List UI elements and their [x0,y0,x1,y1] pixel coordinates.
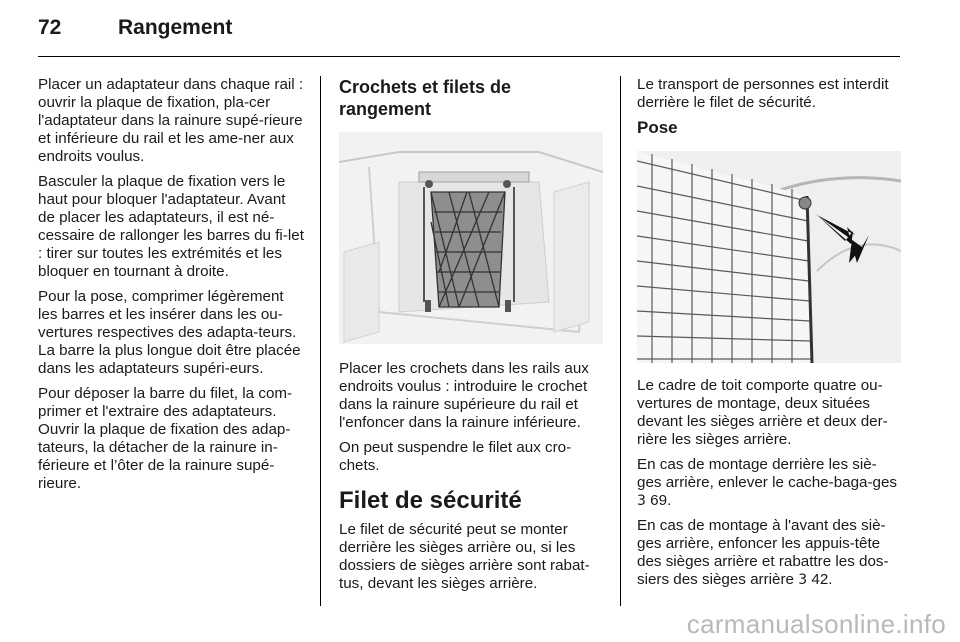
paragraph [637,456,901,510]
column-divider-2 [620,76,621,606]
section-title: Filet de sécurité [339,487,522,514]
section-heading: Crochets et filets de rangement [339,77,512,119]
paragraph: Le transport de personnes est interdit derrière le filet de sécurité. [637,76,889,111]
paragraph-text: En cas de montage derrière les siè-ges arrière, enlever le cache-baga-ges [637,456,898,491]
subheading: Pose [637,118,678,137]
page-reference-icon: 3 [798,572,808,588]
page-header [38,16,232,50]
header-divider [38,56,900,57]
column-2 [339,76,603,600]
paragraph: On peut suspendre le filet aux cro-chets. [339,439,572,474]
column-divider-1 [320,76,321,606]
paragraph: Pour la pose, comprimer légèrement les barres et les insérer dans les ou-vertures respectives des adapta-teurs. La barre la plus longue doit être placée dans les adaptateurs supéri-eurs. [38,288,301,377]
paragraph [637,517,901,589]
paragraph: Basculer la plaque de fixation vers le haut pour bloquer l'adaptateur. Avant de placer les adaptateurs, il est né-cessaire de rallonger les barres du fi-let : tirer sur toutes les extrémités et les bloquer en tournant à droite. [38,173,304,280]
page-reference[interactable]: 69. [650,492,672,509]
paragraph: Le filet de sécurité peut se monter derrière les sièges arrière ou, si les dossiers de sièges arrière sont rabat-tus, devant les sièges arrière. [339,521,590,592]
page-reference-icon: 3 [637,493,646,509]
page-reference[interactable]: 42. [811,571,833,588]
paragraph: Pour déposer la barre du filet, la com-primer et l'extraire des adaptateurs. Ouvrir la plaque de fixation des adap-tateurs, la détacher de la rainure in-férieure et l’ôter de la rainure supé-rieure. [38,385,293,492]
cargo-net-illustration [339,132,603,344]
paragraph: Placer un adaptateur dans chaque rail : ouvrir la plaque de fixation, pla-cer l'adaptateur dans la rainure supé-rieure et inférieure du rail et les ame-ner aux endroits voulus. [38,76,304,165]
page-title: Rangement [118,16,233,39]
paragraph: Placer les crochets dans les rails aux endroits voulus : introduire le crochet dans la rainure supérieure du rail et l'enfoncer dans la rainure inférieure. [339,360,589,431]
safety-net-illustration [637,151,901,363]
column-1 [38,76,304,500]
page-number: 72 [38,16,62,39]
watermark: carmanualsonline.info [686,609,946,639]
paragraph: Le cadre de toit comporte quatre ou-vertures de montage, deux situées devant les sièges arrière et deux der-rière les sièges arrière. [637,377,888,448]
paragraph-text: En cas de montage à l'avant des siè-ges arrière, enfoncer les appuis-tête des sièges arrière et rabattre les dos-siers des sièges arrière [637,517,889,588]
column-3 [637,76,901,596]
